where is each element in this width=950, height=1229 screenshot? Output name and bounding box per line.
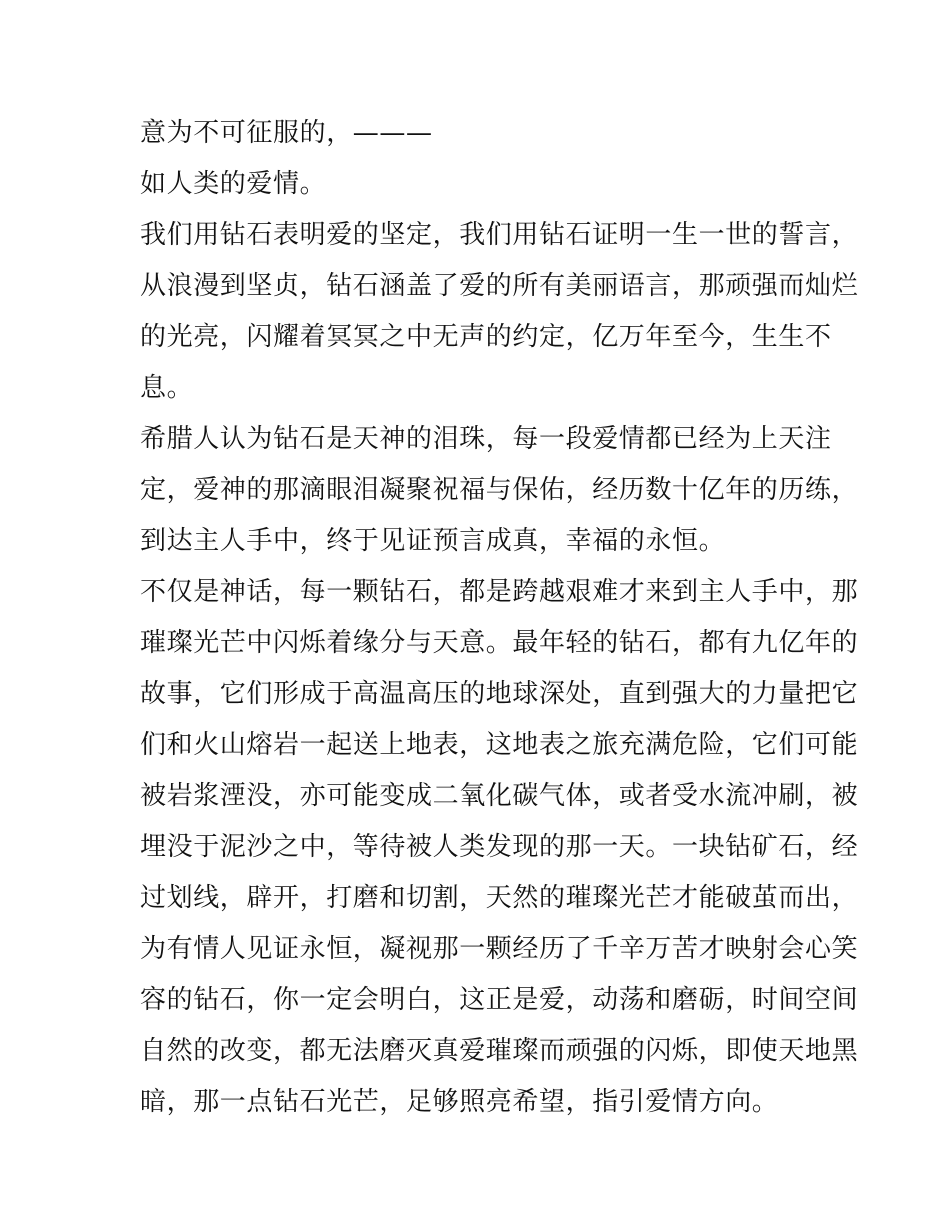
text-line-7: 希腊人认为钻石是天神的泪珠，每一段爱情都已经为上天注	[140, 424, 832, 454]
text-line-6: 息。	[140, 373, 194, 403]
text-line-2: 如人类的爱情。	[140, 169, 327, 199]
text-line-13: 们和火山熔岩一起送上地表，这地表之旅充满危险，它们可能	[140, 730, 859, 760]
text-line-12: 故事，它们形成于高温高压的地球深处，直到强大的力量把它	[140, 679, 859, 709]
text-line-16: 过划线，辟开，打磨和切割，天然的璀璨光芒才能破茧而出，	[140, 883, 859, 913]
text-line-8: 定，爱神的那滴眼泪凝聚祝福与保佑，经历数十亿年的历练，	[140, 475, 859, 505]
text-line-14: 被岩浆湮没，亦可能变成二氧化碳气体，或者受水流冲刷，被	[140, 781, 859, 811]
text-line-15: 埋没于泥沙之中，等待被人类发现的那一天。一块钻矿石，经	[140, 832, 859, 862]
text-line-18: 容的钻石，你一定会明白，这正是爱，动荡和磨砺，时间空间	[140, 985, 859, 1015]
text-line-3: 我们用钻石表明爱的坚定，我们用钻石证明一生一世的誓言，	[140, 220, 859, 250]
text-line-4: 从浪漫到坚贞，钻石涵盖了爱的所有美丽语言，那顽强而灿烂	[140, 271, 859, 301]
text-line-19: 自然的改变，都无法磨灭真爱璀璨而顽强的闪烁，即使天地黑	[140, 1036, 859, 1066]
text-line-1: 意为不可征服的，———	[140, 118, 433, 148]
text-line-11: 璀璨光芒中闪烁着缘分与天意。最年轻的钻石，都有九亿年的	[140, 628, 859, 658]
text-line-17: 为有情人见证永恒，凝视那一颗经历了千辛万苦才映射会心笑	[140, 934, 859, 964]
text-line-20: 暗，那一点钻石光芒，足够照亮希望，指引爱情方向。	[140, 1087, 779, 1117]
text-line-5: 的光亮，闪耀着冥冥之中无声的约定，亿万年至今，生生不	[140, 322, 832, 352]
text-line-9: 到达主人手中，终于见证预言成真，幸福的永恒。	[140, 526, 726, 556]
document-body	[140, 108, 859, 1128]
text-line-10: 不仅是神话，每一颗钻石，都是跨越艰难才来到主人手中，那	[140, 577, 859, 607]
